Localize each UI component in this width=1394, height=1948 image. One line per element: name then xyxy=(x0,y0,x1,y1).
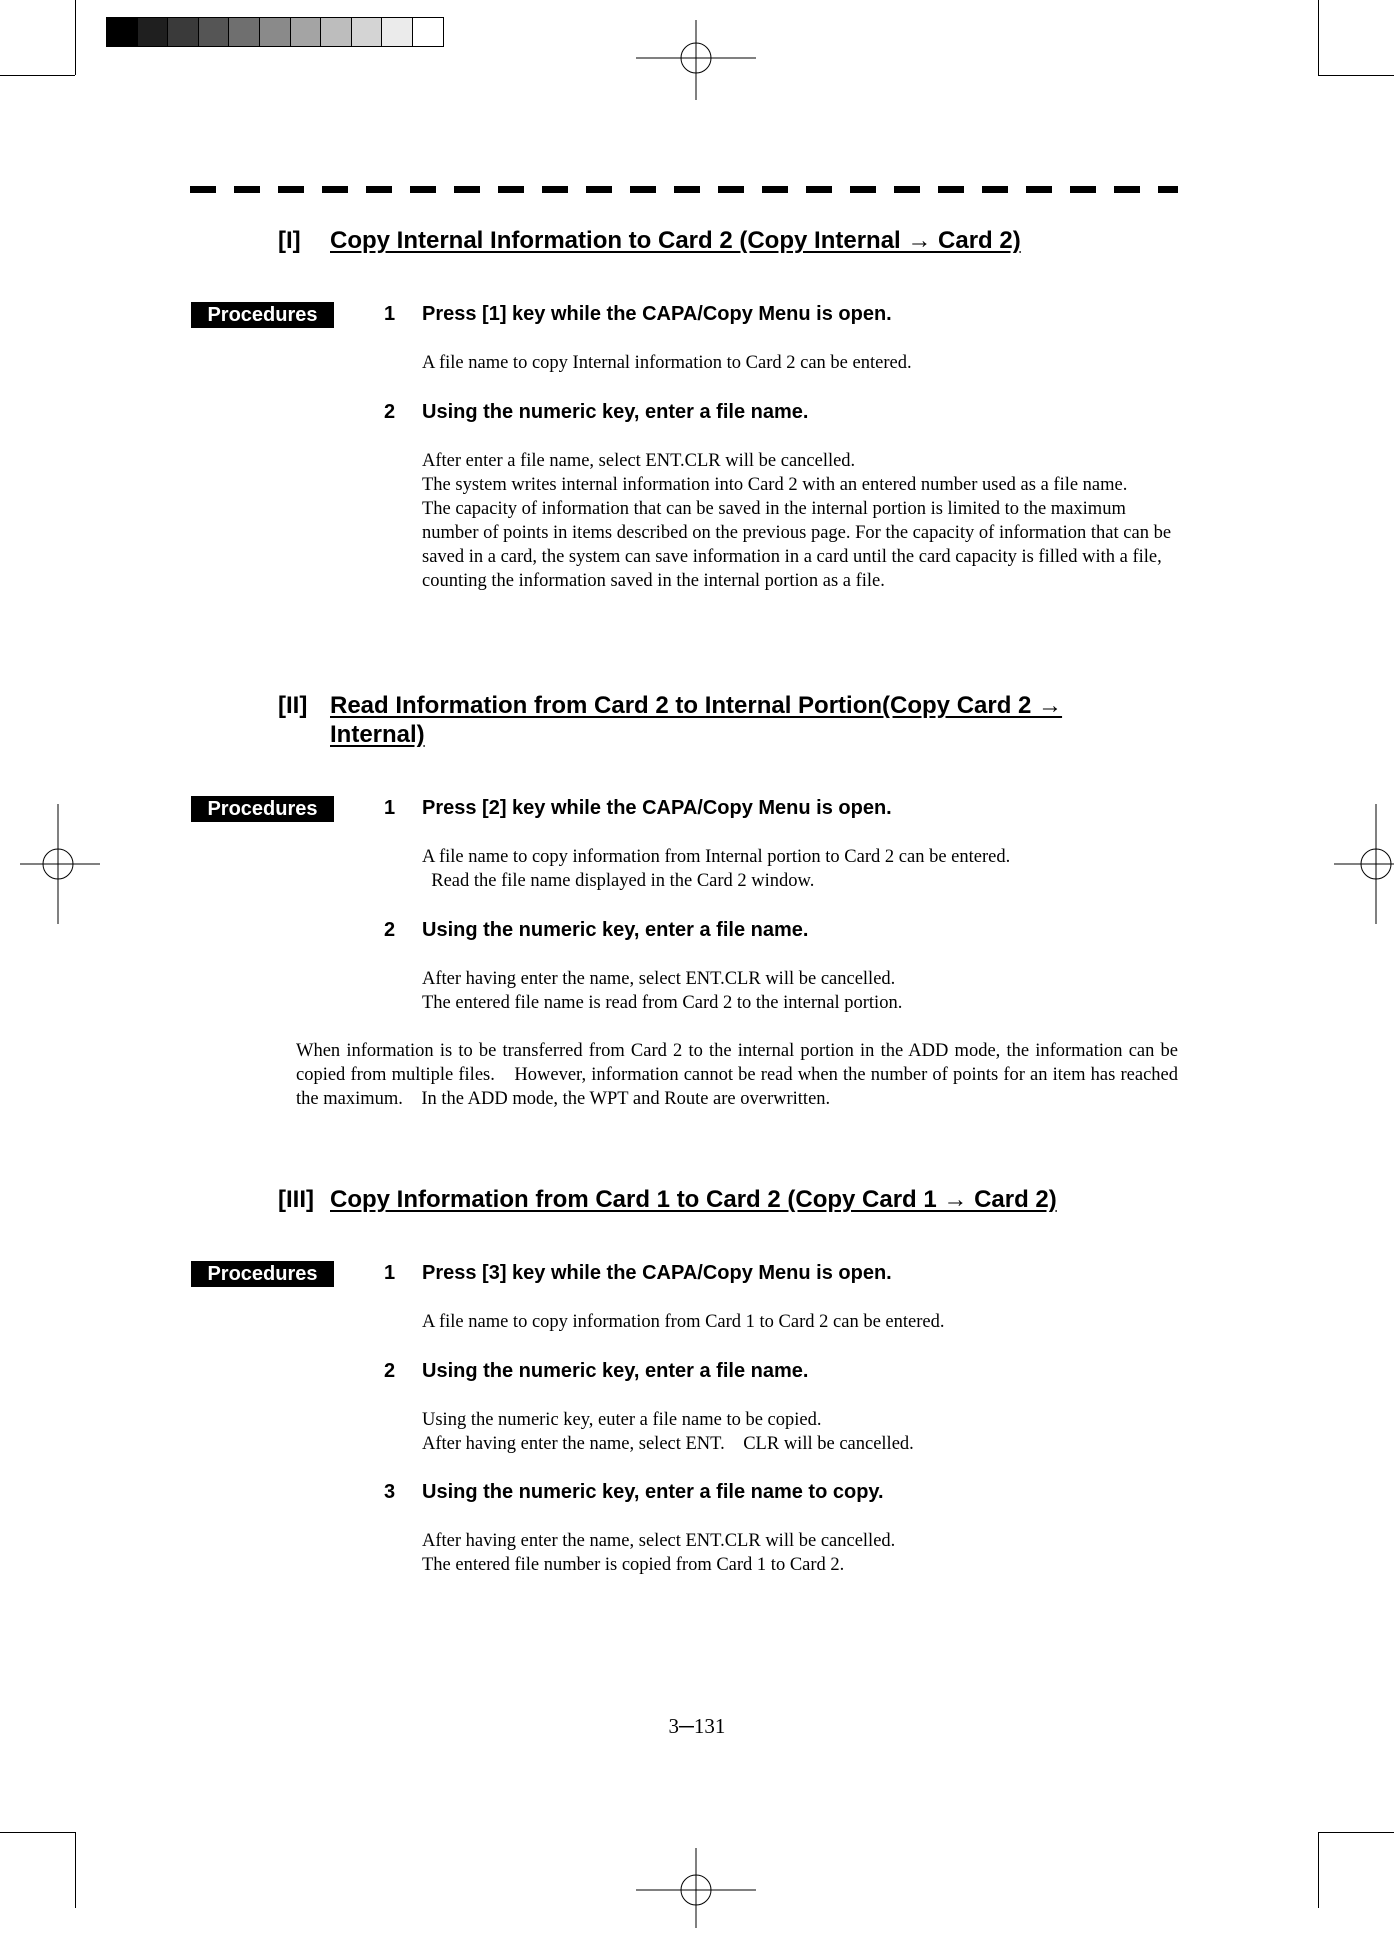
step-description xyxy=(422,1310,1182,1334)
step-number: 1 xyxy=(384,797,396,819)
step-number: 3 xyxy=(384,1481,396,1503)
dashed-header-rule xyxy=(190,186,1178,193)
step-title: Using the numeric key, enter a file name. xyxy=(422,919,809,941)
step-number: 2 xyxy=(384,401,396,423)
text-line: A file name to copy Internal information to Card 2 can be entered. xyxy=(422,353,912,373)
step-number: 2 xyxy=(384,1360,396,1382)
step-title: Press [2] key while the CAPA/Copy Menu is open. xyxy=(422,797,892,819)
grayscale-swatch xyxy=(137,18,168,46)
text-line: After having enter the name, select ENT. CLR will be cancelled. xyxy=(422,1434,914,1454)
procedures-badge: Procedures xyxy=(191,1261,334,1287)
section-2-heading xyxy=(278,691,1062,749)
grayscale-swatch xyxy=(228,18,259,46)
grayscale-swatch xyxy=(290,18,321,46)
page-number: 3─131 xyxy=(668,1714,726,1738)
section-number: [III] xyxy=(278,1186,314,1213)
section-3-heading xyxy=(278,1185,1057,1214)
step-number: 2 xyxy=(384,919,396,941)
text-line: The entered file number is copied from Card 1 to Card 2. xyxy=(422,1555,845,1575)
step-number: 1 xyxy=(384,1262,396,1284)
text-line: After having enter the name, select ENT.CLR will be cancelled. xyxy=(422,969,896,989)
grayscale-swatch xyxy=(351,18,382,46)
text-line: The system writes internal information into Card 2 with an entered number used as a file name. xyxy=(422,475,1128,495)
grayscale-swatch xyxy=(167,18,198,46)
step-heading xyxy=(384,1480,884,1504)
step-description xyxy=(422,845,1182,893)
registration-mark-bottom xyxy=(636,1828,756,1948)
registration-mark-left xyxy=(0,804,120,924)
registration-mark-right xyxy=(1314,804,1394,924)
registration-mark-top xyxy=(636,0,756,120)
text-line: The entered file name is read from Card 2 to the internal portion. xyxy=(422,993,903,1013)
text-line: After enter a file name, select ENT.CLR will be cancelled. xyxy=(422,451,856,471)
step-title: Press [3] key while the CAPA/Copy Menu is open. xyxy=(422,1262,892,1284)
step-description xyxy=(422,1408,1182,1456)
step-description xyxy=(422,449,1178,593)
step-heading xyxy=(384,302,892,326)
section-title: Copy Information from Card 1 to Card 2 (Copy Card 1 → Card 2) xyxy=(330,1186,1057,1213)
step-number: 1 xyxy=(384,303,396,325)
section-title-continued: Internal) xyxy=(330,721,425,748)
section-number: [I] xyxy=(278,227,301,254)
grayscale-swatch xyxy=(259,18,290,46)
step-description xyxy=(422,967,1182,1015)
grayscale-swatch xyxy=(381,18,412,46)
grayscale-swatch xyxy=(412,18,443,46)
step-heading xyxy=(384,400,808,424)
text-line: After having enter the name, select ENT.CLR will be cancelled. xyxy=(422,1531,896,1551)
section-title: Read Information from Card 2 to Internal Portion(Copy Card 2 → xyxy=(330,692,1063,719)
grayscale-swatch xyxy=(320,18,351,46)
procedures-badge: Procedures xyxy=(191,302,334,328)
grayscale-swatch xyxy=(198,18,229,46)
grayscale-swatch xyxy=(107,18,137,46)
text-line: A file name to copy information from Card 1 to Card 2 can be entered. xyxy=(422,1312,945,1332)
section-number: [II] xyxy=(278,692,308,719)
text-line: The capacity of information that can be saved in the internal portion is limited to the maximum number of points in items described on the previous page. For the capacity of information that can be saved in a card, the system can save information in a card until the card capacity is filled with a file, counting the information saved in the internal portion as a file. xyxy=(422,499,1172,591)
step-heading xyxy=(384,796,892,820)
step-title: Press [1] key while the CAPA/Copy Menu is open. xyxy=(422,303,892,325)
procedures-badge: Procedures xyxy=(191,796,334,822)
step-heading xyxy=(384,1261,892,1285)
grayscale-color-bar xyxy=(106,17,444,47)
text-line: Read the file name displayed in the Card 2 window. xyxy=(422,871,815,891)
step-description xyxy=(422,351,1182,375)
section-1-heading xyxy=(278,226,1021,255)
step-title: Using the numeric key, enter a file name. xyxy=(422,1360,809,1382)
step-title: Using the numeric key, enter a file name to copy. xyxy=(422,1481,884,1503)
section-title: Copy Internal Information to Card 2 (Copy Internal → Card 2) xyxy=(330,227,1021,254)
step-heading xyxy=(384,1359,808,1383)
step-title: Using the numeric key, enter a file name. xyxy=(422,401,809,423)
step-heading xyxy=(384,918,808,942)
text-line: Using the numeric key, euter a file name to be copied. xyxy=(422,1410,822,1430)
add-mode-note: When information is to be transferred from Card 2 to the internal portion in the ADD mode, the information can be copied from multiple files. However, information cannot be read when the number of points for an item has reached the maximum. In the ADD mode, the WPT and Route are overwritten. xyxy=(296,1041,1178,1109)
step-description xyxy=(422,1529,1182,1577)
text-line: A file name to copy information from Internal portion to Card 2 can be entered. xyxy=(422,847,1011,867)
